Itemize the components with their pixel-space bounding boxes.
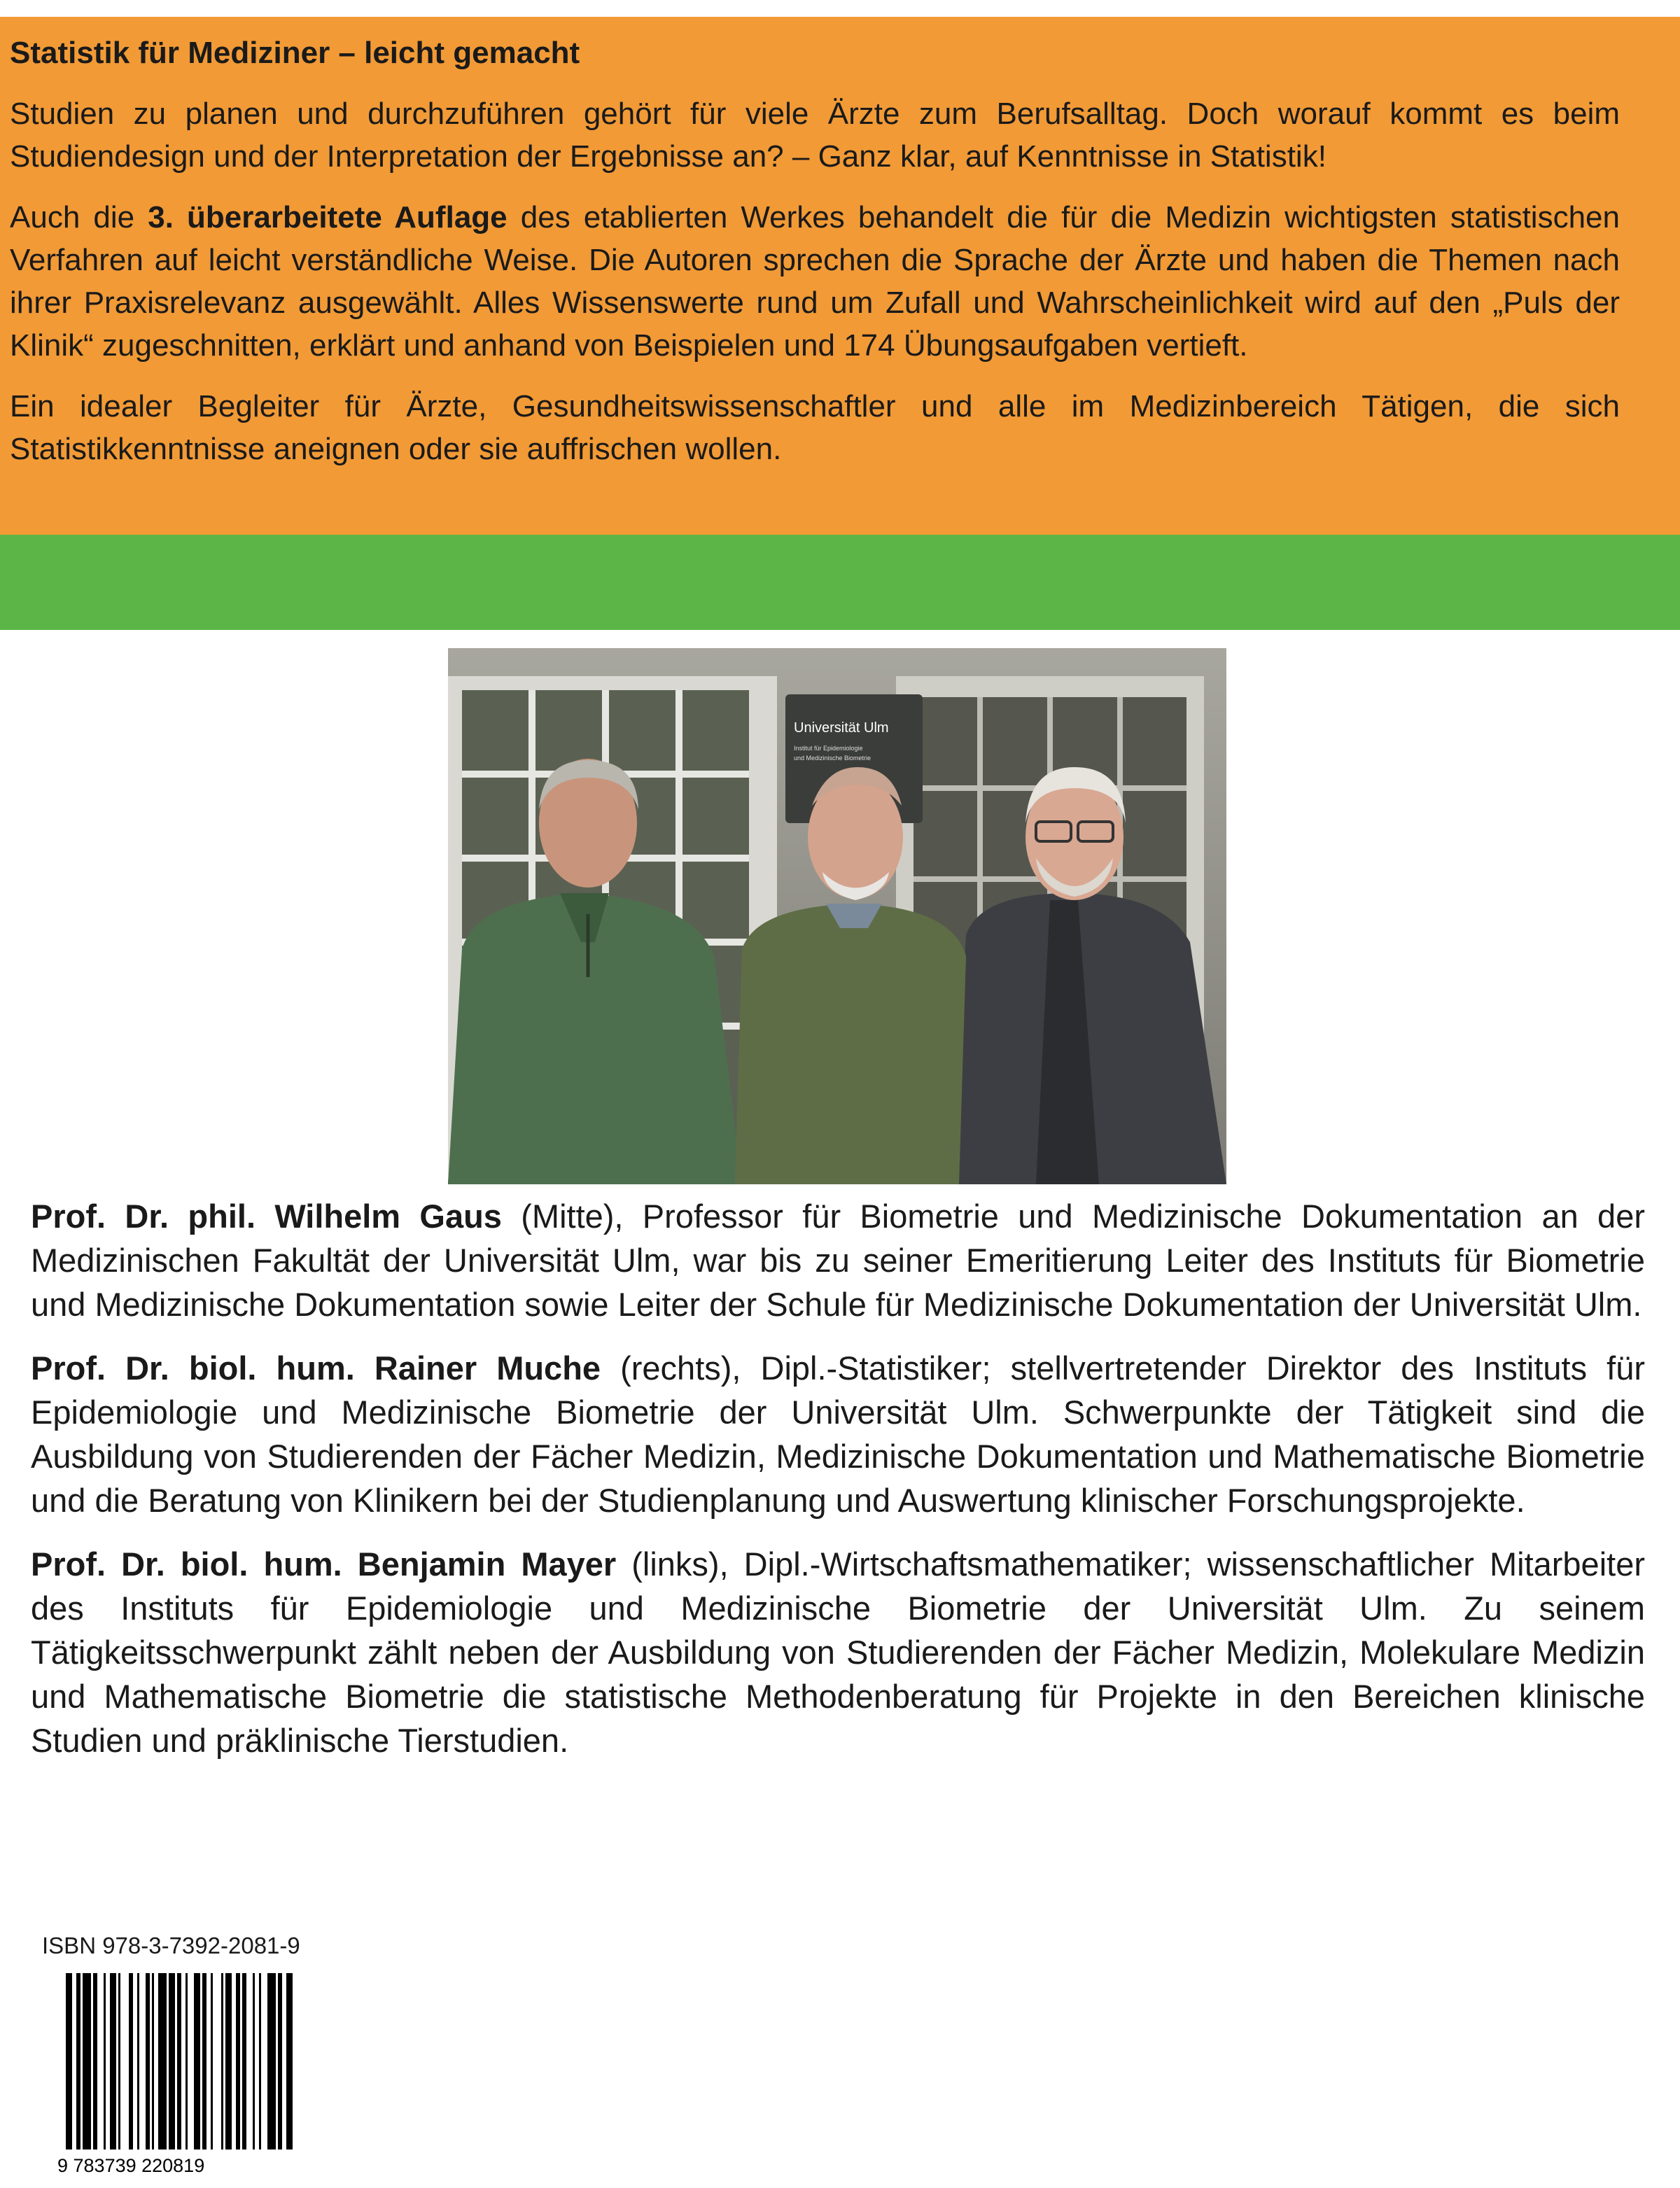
barcode-bar [66,1973,72,2150]
sign-subtitle-1: Institut für Epidemiologie [794,745,863,752]
barcode-digits: 9 783739 220819 [57,2155,205,2176]
author-text-mayer: (links), Dipl.-Wirtschaftsmathematiker; wissenschaftlicher Mitarbeiter des Instituts für Epidemiologie und Medizinische Biometrie der Universität Ulm. Zu seinem Tätigkeitsschwerpunkt zählt neben der Ausbildung von Studierenden der Fächer Medizin, Molekulare Medizin und Mathematische Biometrie die statistische Methodenberatung für Projekte in den Bereichen klinische Studien und präklinische Tierstudien. [31,1545,1645,1759]
top-strip [0,0,1680,17]
barcode-bar [259,1973,261,2150]
barcode-bar [186,1973,188,2150]
green-band [0,535,1680,630]
authors-photo-illustration [448,648,1226,1184]
barcode-bar [152,1973,154,2150]
barcode-bar [267,1973,276,2150]
author-bios [31,1194,1645,1782]
author-name-muche: Prof. Dr. biol. hum. Rainer Muche [31,1349,601,1387]
barcode-bar [169,1973,175,2150]
blurb-p2-prefix: Auch die [10,200,148,234]
barcode [56,1969,308,2177]
sign-title: Universität Ulm [794,720,889,736]
edition-highlight: 3. überarbeitete Auflage [148,200,507,234]
barcode-bar [104,1973,106,2150]
author-bio-gaus [31,1194,1645,1326]
barcode-bar [158,1973,167,2150]
book-title: Statistik für Mediziner – leicht gemacht [10,36,580,70]
barcode-bar [202,1973,206,2150]
barcode-bar [137,1973,139,2150]
barcode-bar [286,1973,293,2150]
barcode-bar [118,1973,120,2150]
sign-subtitle-2: und Medizinische Biometrie [794,755,872,762]
authors-photo [448,648,1226,1184]
barcode-bar [83,1973,91,2150]
author-name-mayer: Prof. Dr. biol. hum. Benjamin Mayer [31,1545,617,1583]
barcode-bar [236,1973,240,2150]
barcode-bar [194,1973,200,2150]
barcode-bar [110,1973,116,2150]
blurb-panel [0,17,1680,535]
barcode-bar [93,1973,97,2150]
barcode-bar [278,1973,282,2150]
blurb-p2-rest: des etablierten Werkes behandelt die für die Medizin wichtigsten statistischen Verfahren auf leicht verständliche Weise. Die Autoren sprechen die Sprache der Ärzte und haben die Themen nach ihrer Praxisrelevanz ausgewählt. Alles Wissenswerte rund um Zufall und Wahrscheinlichkeit wird auf den „Puls der Klinik“ zugeschnitten, erklärt und anhand von Beispielen und 174 Übungsaufgaben vertieft. [10,200,1620,363]
author-bio-mayer [31,1542,1645,1762]
barcode-bar [221,1973,223,2150]
blurb-paragraph-3: Ein idealer Begleiter für Ärzte, Gesundheitswissenschaftler und alle im Medizinbereich Tätigen, die sich Statistikkenntnisse aneignen oder sie auffrischen wollen. [10,389,1620,466]
barcode-bar [225,1973,232,2150]
author-text-gaus: (Mitte), Professor für Biometrie und Medizinische Dokumentation an der Medizinischen Fakultät der Universität Ulm, war bis zu seiner Emeritierung Leiter des Instituts für Biometrie und Medizinische Dokumentation sowie Leiter der Schule für Medizinische Dokumentation der Universität Ulm. [31,1198,1645,1323]
blurb-paragraph-1: Studien zu planen und durchzuführen gehört für viele Ärzte zum Berufsalltag. Doch worauf kommt es beim Studiendesign und der Interpretation der Ergebnisse an? – Ganz klar, auf Kenntnisse in Statistik! [10,97,1620,174]
barcode-bar [253,1973,255,2150]
author-text-muche: (rechts), Dipl.-Statistiker; stellvertretender Direktor des Instituts für Epidemiologie und Medizinische Biometrie der Universität Ulm. Schwerpunkte der Tätigkeit sind die Ausbildung von Studierenden der Fächer Medizin, Medizinische Dokumentation und Mathematische Biometrie und die Beratung von Klinikern bei der Studienplanung und Auswertung klinischer Forschungsprojekte. [31,1349,1645,1519]
barcode-bar [177,1973,181,2150]
isbn-label: ISBN 978-3-7392-2081-9 [42,1933,300,1958]
author-bio-muche [31,1346,1645,1522]
barcode-bar [211,1973,213,2150]
barcode-bar [76,1973,80,2150]
barcode-bar [129,1973,133,2150]
author-name-gaus: Prof. Dr. phil. Wilhelm Gaus [31,1198,502,1235]
blurb-paragraph-2 [10,196,1620,367]
barcode-bar [242,1973,246,2150]
barcode-bar [146,1973,150,2150]
